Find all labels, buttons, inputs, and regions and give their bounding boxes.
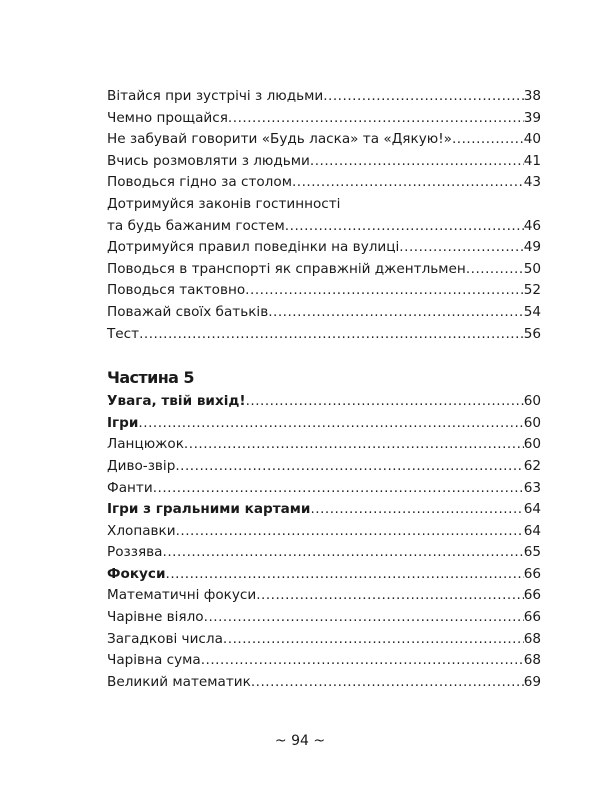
dot-leader	[175, 456, 523, 478]
toc-entry-title: Великий математик	[107, 673, 251, 690]
toc-entry	[107, 542, 541, 564]
toc-entry-title: Загадкові числа	[107, 630, 223, 647]
toc-entry	[107, 216, 541, 238]
toc-entry-page: 64	[523, 522, 541, 539]
dot-leader	[310, 499, 523, 521]
toc-entry-title: Роззява	[107, 544, 163, 561]
dot-leader	[285, 216, 524, 238]
toc-entry-title: Тест	[107, 325, 140, 342]
dot-leader	[256, 585, 523, 607]
toc-entry	[107, 650, 541, 672]
toc-entry	[107, 456, 541, 478]
toc-entry-page: 68	[523, 652, 541, 669]
toc-entry-page: 52	[523, 282, 541, 299]
dot-leader	[310, 151, 524, 173]
toc-entry	[107, 607, 541, 629]
toc-entry-page: 66	[523, 609, 541, 626]
part-heading: Частина 5	[107, 368, 194, 388]
toc-entry-title: Вчись розмовляти з людьми	[107, 152, 310, 169]
toc-entry-page: 69	[523, 673, 541, 690]
dot-leader	[184, 434, 524, 456]
dot-leader	[452, 129, 524, 151]
toc-entry-title: Поводься тактовно	[107, 282, 246, 299]
toc-entry-title: Поводься в транспорті як справжній джентльмен	[107, 260, 466, 277]
page-number: ~ 94 ~	[274, 733, 326, 749]
dot-leader	[466, 259, 524, 281]
toc-entry-page: 66	[523, 565, 541, 582]
toc-entry-title: Диво-звір	[107, 457, 176, 474]
dot-leader	[323, 86, 523, 108]
dot-leader	[204, 607, 524, 629]
toc-entry-title: Фанти	[107, 479, 153, 496]
toc-entry-page: 46	[523, 217, 541, 234]
toc-entry-page: 56	[523, 325, 541, 342]
dot-leader	[268, 302, 523, 324]
toc-entry-title: Ігри	[107, 414, 139, 431]
toc-entry-page: 63	[523, 479, 541, 496]
toc-entry	[107, 129, 541, 151]
toc-entry	[107, 172, 541, 194]
toc-entry-page: 62	[523, 457, 541, 474]
toc-entry-page: 66	[523, 587, 541, 604]
toc-entry-title: Увага, твій вихід!	[107, 393, 246, 410]
toc-entry	[107, 86, 541, 108]
dot-leader	[166, 564, 524, 586]
toc-entry-title: Чарівна сума	[107, 652, 201, 669]
toc-entry-page: 54	[523, 303, 541, 320]
dot-leader	[399, 237, 523, 259]
toc-entry-page: 40	[523, 131, 541, 148]
toc-entry-page: 39	[523, 109, 541, 126]
dot-leader	[245, 280, 524, 302]
dot-leader	[138, 413, 523, 435]
toc-entry-title: Математичні фокуси	[107, 587, 257, 604]
toc-section-entry	[107, 391, 541, 413]
toc-entry-title: Чарівне віяло	[107, 609, 204, 626]
toc-entry-page: 60	[523, 414, 541, 431]
dot-leader	[251, 672, 524, 694]
toc-entry	[107, 237, 541, 259]
toc-entry-page: 68	[523, 630, 541, 647]
toc-entry-title: Поводься гідно за столом	[107, 174, 292, 191]
toc-entry	[107, 672, 541, 694]
toc-entry-page: 60	[523, 436, 541, 453]
dot-leader	[153, 478, 524, 500]
toc-entry-title: Ігри з гральними картами	[107, 501, 311, 518]
toc-entry	[107, 585, 541, 607]
toc-entry	[107, 434, 541, 456]
toc-entry-title: Дотримуйся законів гостинності	[107, 195, 341, 212]
dot-leader	[228, 108, 524, 130]
toc-entry-title: Дотримуйся правил поведінки на вулиці	[107, 239, 400, 256]
toc-entry	[107, 629, 541, 651]
dot-leader	[176, 521, 524, 543]
dot-leader	[201, 650, 524, 672]
toc-entry-title: Не забувай говорити «Будь ласка» та «Дякую!»	[107, 131, 452, 148]
toc-entry-page: 50	[523, 260, 541, 277]
toc-entry	[107, 521, 541, 543]
dot-leader	[246, 391, 524, 413]
toc-section-entry	[107, 413, 541, 435]
toc-entry-page: 65	[523, 544, 541, 561]
toc-entry	[107, 194, 541, 216]
toc-entry-title: та будь бажаним гостем	[107, 217, 285, 234]
toc-entry-page: 38	[523, 88, 541, 104]
toc-entry	[107, 151, 541, 173]
toc-entry	[107, 259, 541, 281]
toc-entry-title: Вітайся при зустрічі з людьми	[107, 88, 324, 104]
toc-entry-page: 49	[523, 239, 541, 256]
dot-leader	[163, 542, 524, 564]
toc-entry-page: 43	[523, 174, 541, 191]
table-of-contents	[107, 86, 541, 693]
toc-section-entry	[107, 499, 541, 521]
toc-entry-title: Хлопавки	[107, 522, 176, 539]
toc-entry	[107, 108, 541, 130]
toc-entry-page: 41	[523, 152, 541, 169]
dot-leader	[223, 629, 524, 651]
toc-entry-title: Ланцюжок	[107, 436, 184, 453]
dot-leader	[139, 324, 524, 346]
toc-entry	[107, 324, 541, 346]
toc-entry-title: Поважай своїх батьків	[107, 303, 269, 320]
toc-entry	[107, 478, 541, 500]
toc-section-entry	[107, 564, 541, 586]
toc-entry-title: Чемно прощайся	[107, 109, 228, 126]
dot-leader	[292, 172, 524, 194]
toc-entry	[107, 280, 541, 302]
toc-entry-page: 64	[523, 501, 541, 518]
toc-entry-page: 60	[523, 393, 541, 410]
toc-entry	[107, 302, 541, 324]
toc-entry-title: Фокуси	[107, 565, 166, 582]
